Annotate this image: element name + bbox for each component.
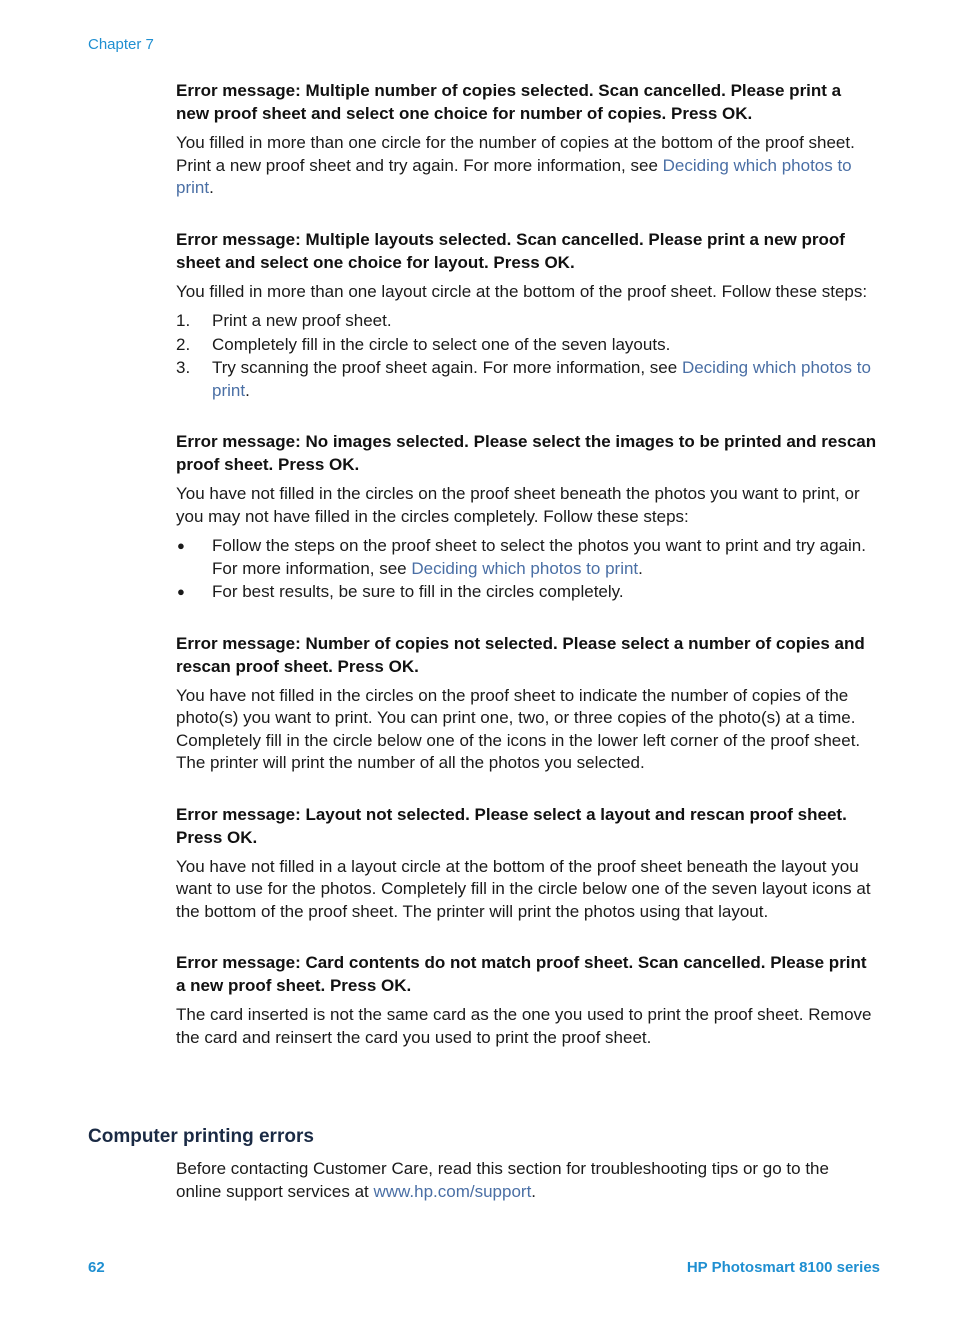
error-heading: Error message: Multiple layouts selected. Scan cancelled. Please print a new proof sheet and select one choice for layout. Press OK.	[176, 229, 845, 272]
description-text-end: .	[531, 1181, 537, 1201]
deciding-photos-link[interactable]: Deciding which photos to print	[212, 358, 871, 400]
deciding-photos-link[interactable]: Deciding which photos to print	[411, 558, 639, 578]
list-item	[176, 581, 878, 604]
bullet-text: Follow the steps on the proof sheet to select the photos you want to print and try again. For more information, see	[212, 536, 866, 578]
computer-printing-errors-heading: Computer printing errors	[88, 1126, 314, 1147]
page-number: 62	[88, 1259, 105, 1276]
list-item	[176, 334, 878, 357]
error-heading: Error message: No images selected. Please select the images to be printed and rescan proof sheet. Press OK.	[176, 432, 877, 474]
step-text: Try scanning the proof sheet again. For more information, see	[212, 358, 682, 377]
steps-list	[176, 310, 878, 402]
step-text: Print a new proof sheet.	[212, 311, 392, 330]
error-description: You have not filled in a layout circle at the bottom of the proof sheet beneath the layout you want to use for the photos. Completely fill in the circle below one of the seven layout icons at the bottom of the proof sheet. The printer will print the photos using that layout.	[176, 856, 871, 921]
error-section-no-images	[176, 430, 878, 604]
step-text: Completely fill in the circle to select one of the seven layouts.	[212, 334, 671, 354]
description-text: You filled in more than one circle for the number of copies at the bottom of the proof sheet. Print a new proof sheet and try again. For more information, see	[176, 133, 855, 175]
chapter-label: Chapter 7	[88, 36, 154, 53]
error-description: You filled in more than one layout circle at the bottom of the proof sheet. Follow these steps:	[176, 281, 868, 301]
error-section-copies-not-selected	[176, 632, 878, 775]
step-number: 2.	[176, 334, 191, 354]
error-description: The card inserted is not the same card as the one you used to print the proof sheet. Remove the card and reinsert the card you used to print the proof sheet.	[176, 1005, 872, 1047]
bullet-text-end: .	[638, 558, 643, 578]
list-item	[176, 535, 878, 580]
bullet-text: For best results, be sure to fill in the circles completely.	[212, 582, 624, 601]
error-section-multiple-copies	[176, 79, 878, 200]
description-text-end: .	[209, 178, 214, 197]
product-name: HP Photosmart 8100 series	[686, 1259, 880, 1276]
step-text-end: .	[245, 380, 250, 400]
error-section-multiple-layouts	[176, 228, 878, 403]
list-item	[176, 310, 878, 333]
hp-support-link[interactable]: www.hp.com/support	[373, 1181, 532, 1201]
error-heading: Error message: Card contents do not match proof sheet. Scan cancelled. Please print a new proof sheet. Press OK.	[176, 953, 867, 995]
description-text: Before contacting Customer Care, read this section for troubleshooting tips or go to the online support services at	[176, 1159, 829, 1201]
bullet-icon: ●	[177, 584, 185, 599]
step-number: 3.	[176, 358, 191, 377]
error-description	[176, 132, 878, 200]
error-section-layout-not-selected	[176, 803, 878, 924]
error-heading: Error message: Multiple number of copies selected. Scan cancelled. Please print a new proof sheet and select one choice for number of copies. Press OK.	[176, 81, 842, 123]
list-item	[176, 357, 878, 402]
bullet-icon: ●	[177, 538, 185, 553]
main-content	[176, 79, 878, 1077]
deciding-photos-link[interactable]: Deciding which photos to print	[176, 155, 852, 197]
error-section-card-mismatch	[176, 951, 878, 1049]
computer-errors-description	[176, 1158, 878, 1203]
step-number: 1.	[176, 311, 191, 330]
error-heading: Error message: Number of copies not selected. Please select a number of copies and rescan proof sheet. Press OK.	[176, 633, 865, 676]
error-description: You have not filled in the circles on the proof sheet to indicate the number of copies of the photo(s) you want to print. You can print one, two, or three copies of the photo(s) at a time. Completely fill in the circle below one of the icons in the lower left corner of the proof sheet. The printer will print the number of all the photos you selected.	[176, 685, 861, 772]
error-description: You have not filled in the circles on the proof sheet beneath the photos you want to print, or you may not have filled in the circles completely. Follow these steps:	[176, 484, 860, 526]
bullet-list	[176, 535, 878, 604]
error-heading: Error message: Layout not selected. Please select a layout and rescan proof sheet. Press OK.	[176, 804, 847, 847]
